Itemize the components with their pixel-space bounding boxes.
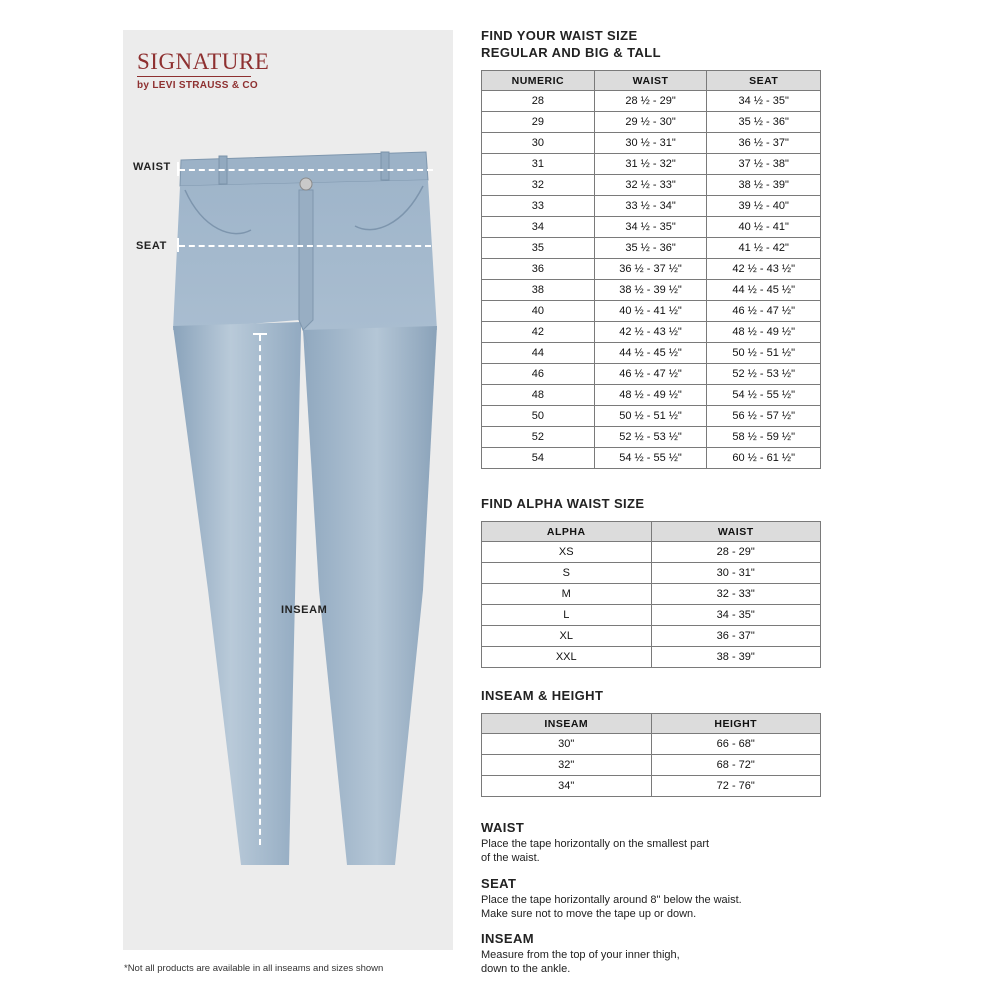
seat-cell: 41 ½ - 42"	[707, 238, 821, 259]
waist-cell: 35 ½ - 36"	[594, 238, 707, 259]
seat-cell: 58 ½ - 59 ½"	[707, 427, 821, 448]
table-row	[482, 196, 821, 217]
waist-cell: 42 ½ - 43 ½"	[594, 322, 707, 343]
table-row	[482, 259, 821, 280]
table-row	[482, 626, 821, 647]
waist-line-start-tick	[177, 162, 179, 176]
waist-table-title-line1: FIND YOUR WAIST SIZE	[481, 28, 638, 43]
table-row	[482, 343, 821, 364]
product-image-panel	[123, 30, 453, 950]
waist-cell: 36 - 37"	[651, 626, 821, 647]
table-row	[482, 154, 821, 175]
table-row	[482, 563, 821, 584]
table-row	[482, 238, 821, 259]
seat-cell: 34 ½ - 35"	[707, 91, 821, 112]
alpha-cell: XXL	[482, 647, 652, 668]
seat-cell: 37 ½ - 38"	[707, 154, 821, 175]
guide-inseam-heading: INSEAM	[481, 931, 534, 946]
seat-cell: 50 ½ - 51 ½"	[707, 343, 821, 364]
guide-seat-text	[481, 893, 811, 921]
alpha-cell: M	[482, 584, 652, 605]
table-row	[482, 427, 821, 448]
header-waist: WAIST	[651, 522, 821, 542]
waist-cell: 44 ½ - 45 ½"	[594, 343, 707, 364]
table-row	[482, 91, 821, 112]
waist-size-table	[481, 70, 821, 469]
numeric-cell: 46	[482, 364, 595, 385]
waist-cell: 28 ½ - 29"	[594, 91, 707, 112]
table-header-row	[482, 714, 821, 734]
waist-cell: 32 ½ - 33"	[594, 175, 707, 196]
waist-table-title	[481, 27, 661, 61]
waist-cell: 32 - 33"	[651, 584, 821, 605]
table-row	[482, 301, 821, 322]
table-row	[482, 133, 821, 154]
seat-cell: 48 ½ - 49 ½"	[707, 322, 821, 343]
numeric-cell: 44	[482, 343, 595, 364]
waist-cell: 28 - 29"	[651, 542, 821, 563]
guide-inseam-text	[481, 948, 811, 976]
brand-title: SIGNATURE	[137, 50, 251, 77]
table-row	[482, 112, 821, 133]
alpha-cell: XL	[482, 626, 652, 647]
table-row	[482, 406, 821, 427]
seat-cell: 54 ½ - 55 ½"	[707, 385, 821, 406]
footnote: *Not all products are available in all inseams and sizes shown	[124, 963, 384, 974]
alpha-size-table	[481, 521, 821, 668]
table-row	[482, 584, 821, 605]
inseam-cell: 34"	[482, 776, 652, 797]
waist-cell: 34 - 35"	[651, 605, 821, 626]
guide-waist-line1: Place the tape horizontally on the smallest part	[481, 838, 710, 850]
table-row	[482, 385, 821, 406]
table-row	[482, 734, 821, 755]
seat-cell: 56 ½ - 57 ½"	[707, 406, 821, 427]
numeric-cell: 36	[482, 259, 595, 280]
numeric-cell: 35	[482, 238, 595, 259]
height-cell: 68 - 72"	[651, 755, 821, 776]
header-alpha: ALPHA	[482, 522, 652, 542]
height-cell: 66 - 68"	[651, 734, 821, 755]
waist-cell: 46 ½ - 47 ½"	[594, 364, 707, 385]
table-row	[482, 217, 821, 238]
numeric-cell: 42	[482, 322, 595, 343]
waist-cell: 38 ½ - 39 ½"	[594, 280, 707, 301]
header-seat: SEAT	[707, 71, 821, 91]
seat-cell: 46 ½ - 47 ½"	[707, 301, 821, 322]
table-row	[482, 755, 821, 776]
numeric-cell: 52	[482, 427, 595, 448]
numeric-cell: 50	[482, 406, 595, 427]
seat-cell: 42 ½ - 43 ½"	[707, 259, 821, 280]
guide-seat-line2: Make sure not to move the tape up or down.	[481, 908, 697, 920]
waist-cell: 29 ½ - 30"	[594, 112, 707, 133]
numeric-cell: 30	[482, 133, 595, 154]
seat-cell: 60 ½ - 61 ½"	[707, 448, 821, 469]
header-inseam: INSEAM	[482, 714, 652, 734]
inseam-label: INSEAM	[281, 604, 328, 616]
numeric-cell: 32	[482, 175, 595, 196]
numeric-cell: 31	[482, 154, 595, 175]
seat-cell: 39 ½ - 40"	[707, 196, 821, 217]
jeans-image	[123, 30, 453, 950]
seat-cell: 38 ½ - 39"	[707, 175, 821, 196]
brand-subtitle: by LEVI STRAUSS & CO	[137, 80, 259, 91]
waist-cell: 54 ½ - 55 ½"	[594, 448, 707, 469]
inseam-cell: 30"	[482, 734, 652, 755]
waist-table-title-line2: REGULAR AND BIG & TALL	[481, 45, 661, 60]
waist-cell: 38 - 39"	[651, 647, 821, 668]
guide-seat-heading: SEAT	[481, 876, 517, 891]
guide-inseam-line1: Measure from the top of your inner thigh,	[481, 949, 680, 961]
inseam-height-table	[481, 713, 821, 797]
waist-label: WAIST	[133, 161, 171, 173]
waist-measure-line	[179, 169, 433, 171]
header-numeric: NUMERIC	[482, 71, 595, 91]
guide-waist-text	[481, 837, 811, 865]
numeric-cell: 38	[482, 280, 595, 301]
waist-cell: 33 ½ - 34"	[594, 196, 707, 217]
waist-cell: 31 ½ - 32"	[594, 154, 707, 175]
numeric-cell: 29	[482, 112, 595, 133]
numeric-cell: 40	[482, 301, 595, 322]
table-row	[482, 175, 821, 196]
waist-cell: 48 ½ - 49 ½"	[594, 385, 707, 406]
seat-cell: 40 ½ - 41"	[707, 217, 821, 238]
table-row	[482, 542, 821, 563]
table-row	[482, 605, 821, 626]
height-cell: 72 - 76"	[651, 776, 821, 797]
numeric-cell: 33	[482, 196, 595, 217]
inseam-measure-line	[259, 335, 261, 845]
waist-cell: 50 ½ - 51 ½"	[594, 406, 707, 427]
alpha-cell: XS	[482, 542, 652, 563]
alpha-cell: S	[482, 563, 652, 584]
waist-cell: 40 ½ - 41 ½"	[594, 301, 707, 322]
seat-label: SEAT	[136, 240, 167, 252]
inseam-cell: 32"	[482, 755, 652, 776]
alpha-cell: L	[482, 605, 652, 626]
numeric-cell: 54	[482, 448, 595, 469]
inseam-table-title: INSEAM & HEIGHT	[481, 688, 604, 703]
table-row	[482, 280, 821, 301]
table-row	[482, 448, 821, 469]
table-row	[482, 776, 821, 797]
table-row	[482, 322, 821, 343]
guide-waist-line2: of the waist.	[481, 852, 540, 864]
table-header-row	[482, 522, 821, 542]
seat-measure-line	[179, 245, 431, 247]
numeric-cell: 28	[482, 91, 595, 112]
table-row	[482, 647, 821, 668]
waist-cell: 52 ½ - 53 ½"	[594, 427, 707, 448]
header-waist: WAIST	[594, 71, 707, 91]
numeric-cell: 48	[482, 385, 595, 406]
seat-cell: 52 ½ - 53 ½"	[707, 364, 821, 385]
seat-cell: 36 ½ - 37"	[707, 133, 821, 154]
table-row	[482, 364, 821, 385]
seat-line-start-tick	[177, 238, 179, 252]
seat-cell: 44 ½ - 45 ½"	[707, 280, 821, 301]
waist-cell: 30 ½ - 31"	[594, 133, 707, 154]
waist-cell: 34 ½ - 35"	[594, 217, 707, 238]
seat-cell: 35 ½ - 36"	[707, 112, 821, 133]
table-header-row	[482, 71, 821, 91]
guide-inseam-line2: down to the ankle.	[481, 963, 571, 975]
header-height: HEIGHT	[651, 714, 821, 734]
guide-seat-line1: Place the tape horizontally around 8" below the waist.	[481, 894, 742, 906]
waist-cell: 36 ½ - 37 ½"	[594, 259, 707, 280]
waist-cell: 30 - 31"	[651, 563, 821, 584]
numeric-cell: 34	[482, 217, 595, 238]
inseam-line-top-tick	[253, 333, 267, 335]
alpha-table-title: FIND ALPHA WAIST SIZE	[481, 496, 645, 511]
guide-waist-heading: WAIST	[481, 820, 525, 835]
